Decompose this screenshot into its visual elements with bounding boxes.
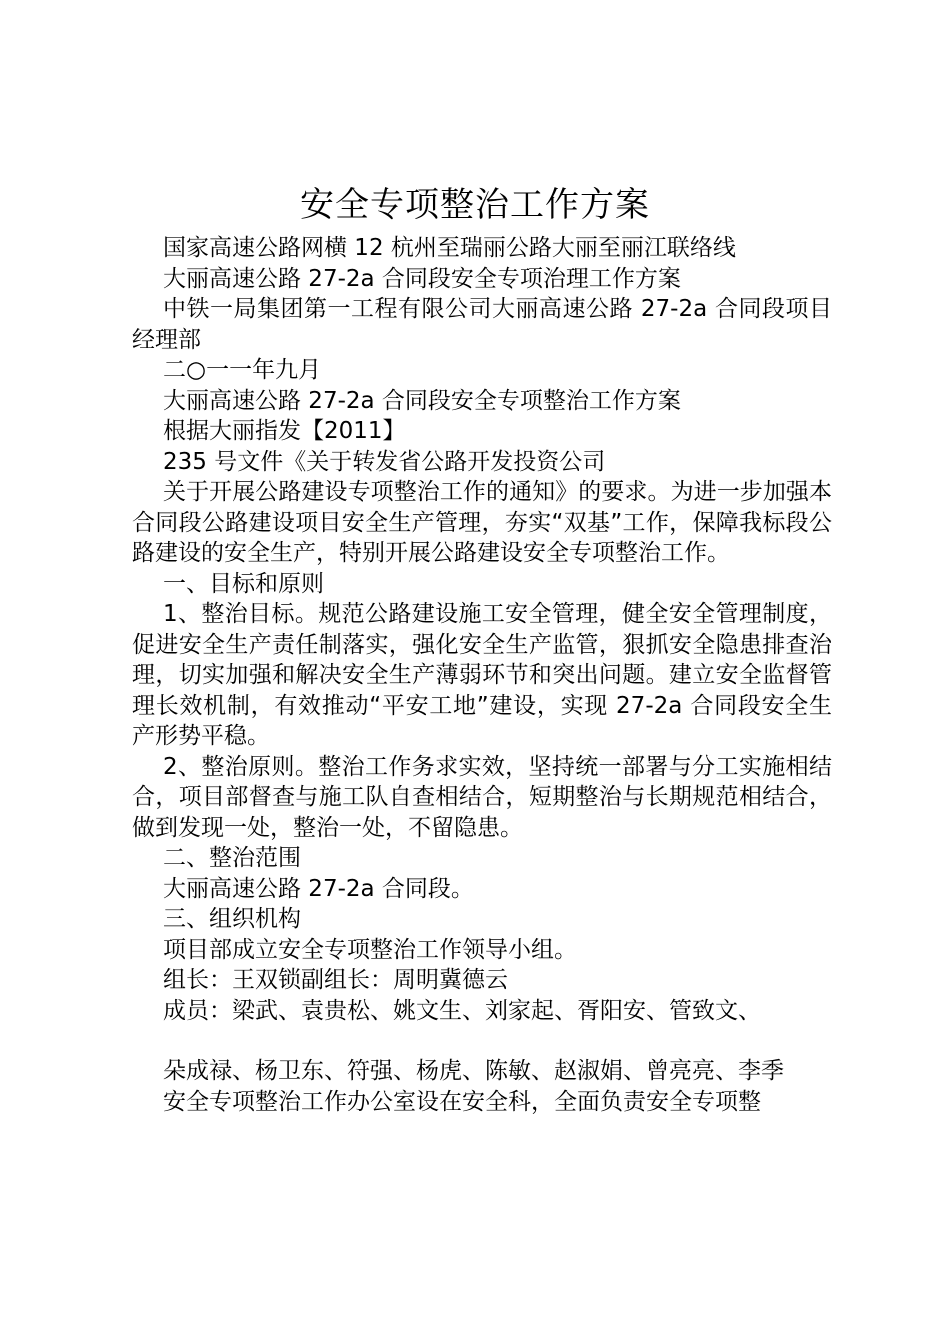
paragraph-office: 安全专项整治工作办公室设在安全科，全面负责安全专项整 bbox=[163, 1088, 761, 1115]
section-heading-scope: 二、整治范围 bbox=[163, 845, 301, 871]
document-body bbox=[132, 233, 832, 1117]
section-heading-organization: 三、组织机构 bbox=[163, 906, 301, 932]
paragraph-basis: 根据大丽指发【2011】 bbox=[163, 418, 406, 444]
section-heading-goals: 一、目标和原则 bbox=[163, 570, 324, 597]
paragraph-principle: 2、整治原则。整治工作务求实效，坚持统一部署与分工实施相结合，项目部督查与施工队自查相结合，短期整治与长期规范相结合，做到发现一处，整治一处，不留隐患。 bbox=[132, 753, 832, 841]
paragraph-company: 中铁一局集团第一工程有限公司大丽高速公路 27-2a 合同段项目经理部 bbox=[132, 296, 832, 353]
paragraph-plan-name: 大丽高速公路 27-2a 合同段安全专项治理工作方案 bbox=[163, 265, 681, 292]
paragraph-goal: 1、整治目标。规范公路建设施工安全管理，健全安全管理制度，促进安全生产责任制落实，强化安全生产监管，狠抓安全隐患排查治理，切实加强和解决安全生产薄弱环节和突出问题。建立安全监督管理长效机制，有效推动“平安工地”建设，实现 27-2a 合同段安全生产形势平稳。 bbox=[132, 601, 832, 749]
paragraph-notice: 关于开展公路建设专项整治工作的通知》的要求。为进一步加强本合同段公路建设项目安全生产管理，夯实“双基”工作，保障我标段公路建设的安全生产，特别开展公路建设安全专项整治工作。 bbox=[132, 479, 832, 566]
paragraph-scope: 大丽高速公路 27-2a 合同段。 bbox=[163, 875, 474, 902]
paragraph-leaders: 组长：王双锁副组长：周明冀德云 bbox=[163, 967, 508, 993]
paragraph-group-setup: 项目部成立安全专项整治工作领导小组。 bbox=[163, 936, 577, 963]
paragraph-members: 成员：梁武、袁贵松、姚文生、刘家起、胥阳安、管致文、 bbox=[163, 997, 761, 1024]
paragraph-plan-title: 大丽高速公路 27-2a 合同段安全专项整治工作方案 bbox=[163, 387, 681, 414]
paragraph-route-name: 国家高速公路网横 12 杭州至瑞丽公路大丽至丽江联络线 bbox=[163, 235, 736, 261]
paragraph-document-ref: 235 号文件《关于转发省公路开发投资公司 bbox=[163, 448, 606, 475]
document-title: 安全专项整治工作方案 bbox=[300, 185, 650, 225]
paragraph-date: 二○一一年九月 bbox=[163, 357, 322, 383]
paragraph-members-continued: 朵成禄、杨卫东、符强、杨虎、陈敏、赵淑娟、曾亮亮、李季 bbox=[163, 1058, 784, 1084]
